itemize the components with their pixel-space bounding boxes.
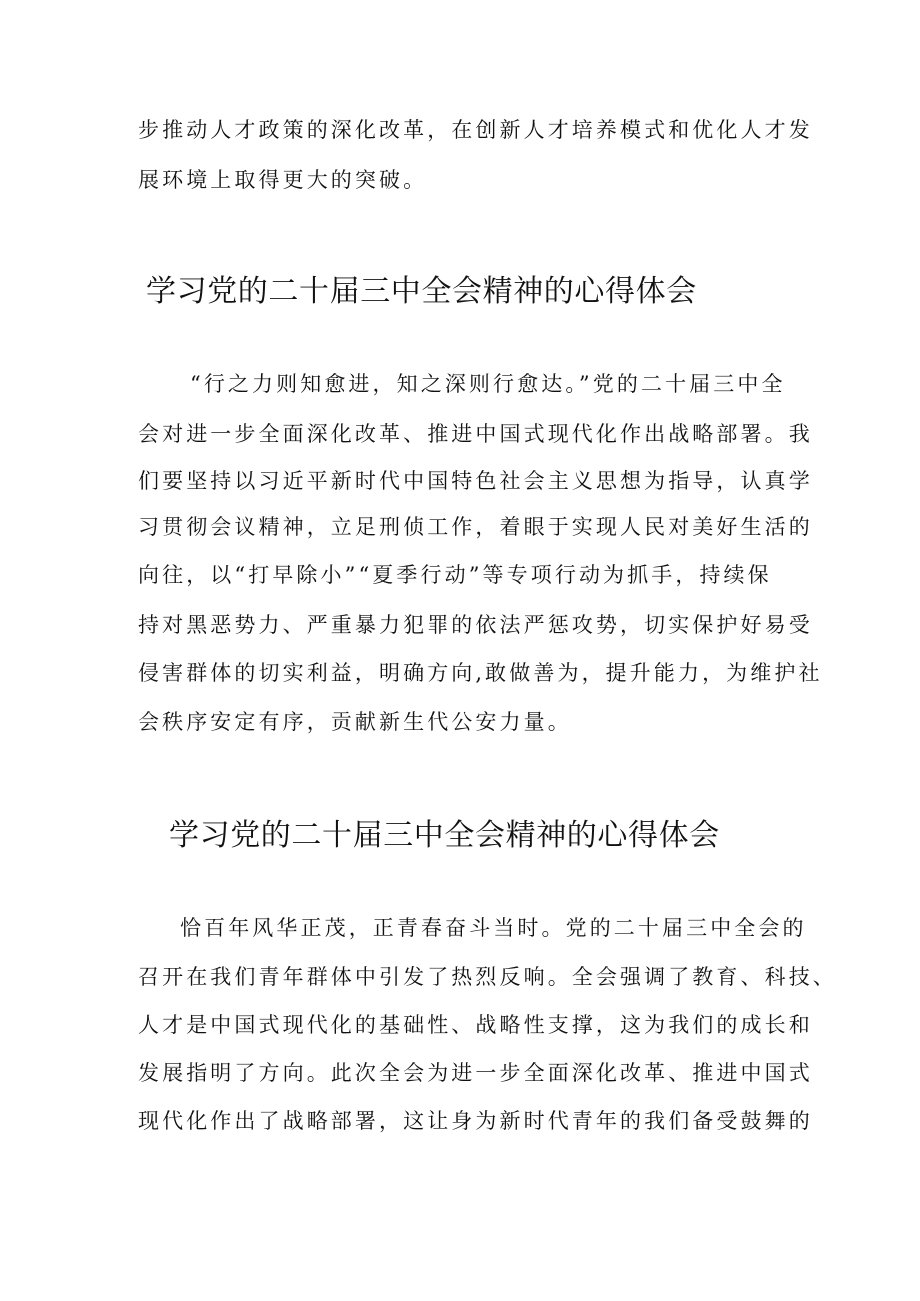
text-line: 发展指明了方向。此次全会为进一步全面深化改革、推进中国式 (138, 1061, 813, 1085)
text-line: 习贯彻会议精神，立足刑侦工作，着眼于实现人民对美好生活的 (138, 515, 813, 539)
text-line: 展环境上取得更大的突破。 (138, 168, 428, 192)
text-line: 会对进一步全面深化改革、推进中国式现代化作出战略部署。我 (138, 422, 813, 446)
text-line: 会秩序安定有序，贡献新生代公安力量。 (138, 710, 572, 734)
text-line: 侵害群体的切实利益，明确方向,敢做善为，提升能力，为维护社 (138, 661, 823, 685)
text-line: 召开在我们青年群体中引发了热烈反响。全会强调了教育、科技、 (138, 965, 837, 989)
text-line: 人才是中国式现代化的基础性、战略性支撑，这为我们的成长和 (138, 1013, 813, 1037)
text-line: 恰百年风华正茂，正青春奋斗当时。党的二十届三中全会的 (180, 916, 807, 940)
text-line: 步推动人才政策的深化改革，在创新人才培养模式和优化人才发 (138, 118, 813, 142)
text-line: 持对黑恶势力、严重暴力犯罪的依法严惩攻势，切实保护好易受 (138, 613, 813, 637)
section-heading: 学习党的二十届三中全会精神的心得体会 (146, 274, 697, 309)
text-line: 向往，以“打早除小”“夏季行动”等专项行动为抓手，持续保 (138, 563, 772, 587)
text-line: 现代化作出了战略部署，这让身为新时代青年的我们备受鼓舞的 (138, 1109, 813, 1133)
section-heading: 学习党的二十届三中全会精神的心得体会 (169, 818, 720, 853)
text-line: 们要坚持以习近平新时代中国特色社会主义思想为指导，认真学 (138, 469, 813, 493)
text-line: “行之力则知愈进，知之深则行愈达。”党的二十届三中全 (190, 372, 786, 396)
